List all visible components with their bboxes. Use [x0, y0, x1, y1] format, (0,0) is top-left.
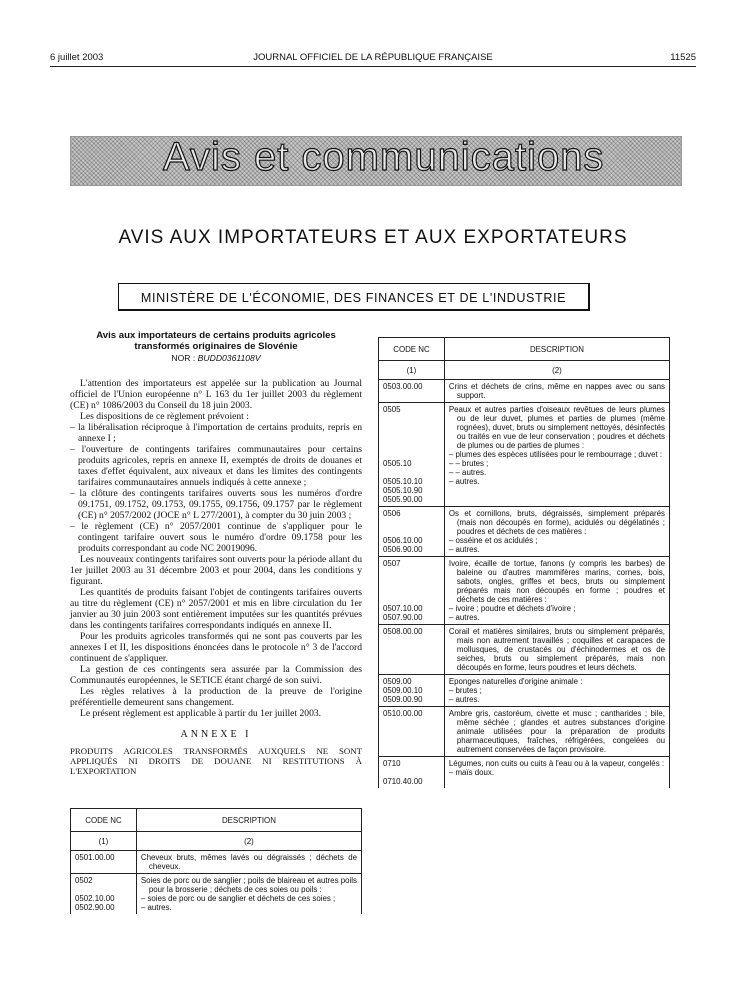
description-line: Eponges naturelles d'origine animale : — [448, 677, 583, 686]
nc-code-cell — [379, 380, 445, 403]
nc-code-cell — [379, 757, 445, 789]
annex-table-right — [378, 337, 670, 788]
list-item: – la libéralisation réciproque à l'importation de certains produits, repris en annexe I ; — [70, 422, 362, 444]
nc-code: 0505 — [383, 405, 401, 414]
paragraph: Les règles relatives à la production de la preuve de l'origine préférentielle demeurent sans changement. — [70, 686, 362, 708]
description-cell — [444, 757, 669, 789]
nc-code — [383, 527, 440, 536]
nc-code — [383, 432, 440, 441]
nc-code: 0507 — [383, 559, 401, 568]
header-rule — [50, 66, 696, 67]
description-line: Cheveux bruts, mêmes lavés ou dégraissés ; déchets de cheveux. — [140, 853, 357, 871]
description-line: – ivoire ; poudre et déchets d'ivoire ; — [448, 604, 576, 613]
nc-code-cell — [379, 707, 445, 757]
paragraph: Les quantités de produits faisant l'objet de contingents tarifaires ouverts au titre du règlement (CE) n° 2057/2001 et mis en libre circulation du 1er janvier au 30 juin 2003 sont entièrement imputées sur les quantités prévues dans les contingents tarifaires correspondants indiqués en annexe II. — [70, 587, 362, 631]
nc-code — [383, 577, 440, 586]
description-line: Légumes, non cuits ou cuits à l'eau ou à la vapeur, congelés : — [448, 759, 665, 768]
nc-code — [383, 450, 440, 459]
nc-code — [383, 468, 440, 477]
running-header — [50, 52, 696, 66]
ministry-box: MINISTÈRE DE L'ÉCONOMIE, DES FINANCES ET DE L'INDUSTRIE — [118, 283, 590, 311]
nc-code-cell — [379, 675, 445, 707]
nc-code — [383, 595, 440, 604]
table-row — [379, 757, 670, 789]
nc-code-cell — [379, 557, 445, 625]
table-row — [379, 625, 670, 675]
section-banner — [70, 136, 682, 186]
column-number: (2) — [444, 361, 669, 380]
header-description: DESCRIPTION — [136, 809, 361, 832]
list-item: – le règlement (CE) n° 2057/2001 continue de s'appliquer pour le contingent tarifaire ouvert sous le numéro d'ordre 09.1758 pour les produits correspondant au code NC 20019096. — [70, 521, 362, 554]
nc-code: 0710 — [383, 759, 401, 768]
description-line: – plumes des espèces utilisées pour le rembourrage ; duvet : — [448, 450, 663, 459]
description-cell — [444, 625, 669, 675]
nc-code: 0510.00.00 — [383, 709, 423, 718]
column-number: (1) — [71, 832, 137, 851]
nc-code: 0509.00 — [383, 677, 412, 686]
article-column — [70, 330, 362, 776]
table-row — [71, 874, 362, 915]
description-line: Corail et matières similaires, bruts ou simplement préparés, mais non autrement travaillés ; coquilles et carapaces de mollusques, de crustacés ou d'échinodermes et os de seiches, bruts ou simplement préparés, mais non découpés en forme, leurs poudres et leurs déchets. — [448, 627, 665, 672]
nc-code: 0505.10.10 — [383, 477, 423, 486]
header-journal: JOURNAL OFFICIEL DE LA RÉPUBLIQUE FRANÇAISE — [253, 52, 493, 63]
column-number-row — [71, 832, 362, 851]
article-body — [70, 378, 362, 719]
column-number: (2) — [136, 832, 361, 851]
description-line: Ivoire, écaille de tortue, fanons (y compris les barbes) de baleine ou d'autres mammifères marins, cornes, bois, sabots, ongles, griffes et becs, bruts ou simplement préparés mais non découpés en forme ; poudres et déchets de ces matières : — [448, 559, 665, 604]
description-cell — [136, 874, 361, 915]
description-line: – – brutes ; — [448, 459, 489, 468]
list-item: – la clôture des contingents tarifaires ouverts sous les numéros d'ordre 09.1751, 09.1752, 09.1753, 09.1755, 09.1756, 09.1757 par le règlement (CE) n° 2057/2002 (JOCE n° L 277/2001), à compter du 30 juin 2003 ; — [70, 488, 362, 521]
description-cell — [444, 380, 669, 403]
header-description: DESCRIPTION — [444, 338, 669, 361]
nc-code: 0502 — [75, 876, 93, 885]
description-line: Soies de porc ou de sanglier ; poils de blaireau et autres poils pour la brosserie ; déchets de ces soies ou poils : — [140, 876, 357, 894]
description-line: Ambre gris, castoréum, civette et musc ; cantharides ; bile, même séchée ; glandes et autres substances d'origine animale utilisées pour la préparation de produits pharmaceutiques, fraîches, réfrigérées, congelées ou autrement conservées de façon provisoire. — [448, 709, 665, 754]
table-row — [379, 380, 670, 403]
nc-code: 0509.00.10 — [383, 686, 423, 695]
description-line: Os et cornillons, bruts, dégraissés, simplement préparés (mais non découpés en forme), acidulés ou dégélatinés ; poudres et déchets de ces matières : — [448, 509, 665, 536]
nc-code — [383, 441, 440, 450]
table-row — [379, 557, 670, 625]
annex-title: ANNEXE I — [180, 729, 252, 740]
annex-subtitle: PRODUITS AGRICOLES TRANSFORMÉS AUXQUELS NE SONT APPLIQUÉS NI DROITS DE DOUANE NI RESTITUTIONS À L'EXPORTATION — [70, 746, 362, 776]
nc-code: 0506 — [383, 509, 401, 518]
nc-code: 0505.10 — [383, 459, 412, 468]
description-cell — [444, 707, 669, 757]
article-title: Avis aux importateurs de certains produits agricoles transformés originaires de Slovénie — [96, 330, 336, 352]
nc-code: 0502.10.00 — [75, 894, 115, 903]
paragraph: Le présent règlement est applicable à partir du 1er juillet 2003. — [80, 708, 322, 719]
paragraph: Les dispositions de ce règlement prévoient : — [80, 411, 249, 422]
column-number-row — [379, 361, 670, 380]
nc-code — [383, 414, 440, 423]
description-line: – brutes ; — [448, 686, 482, 695]
description-line: – autres. — [140, 903, 172, 912]
table-row — [71, 851, 362, 874]
nc-code — [383, 586, 440, 595]
description-cell — [444, 675, 669, 707]
nc-code: 0503.00.00 — [383, 382, 423, 391]
nc-code: 0501.00.00 — [75, 853, 115, 862]
nor-label: NOR : — [171, 353, 196, 363]
nc-code: 0507.90.00 — [383, 613, 423, 622]
paragraph: L'attention des importateurs est appelée sur la publication au Journal officiel de l'Union européenne n° L 163 du 1er juillet 2003 du règlement (CE) n° 1086/2003 du Conseil du 18 juin 2003. — [70, 378, 362, 411]
nc-code-cell — [379, 507, 445, 557]
nc-code: 0710.40.00 — [383, 777, 423, 786]
nor-reference — [70, 353, 362, 364]
nc-code: 0505.90.00 — [383, 495, 423, 504]
nc-code: 0508.00.00 — [383, 627, 423, 636]
header-code-nc: CODE NC — [379, 338, 445, 361]
nc-code: 0502.90.00 — [75, 903, 115, 912]
description-cell — [444, 403, 669, 507]
paragraph: La gestion de ces contingents sera assurée par la Commission des Communautés européennes, le SETICE étant chargé de son suivi. — [70, 664, 362, 686]
nc-code-cell — [71, 874, 137, 915]
description-line: Peaux et autres parties d'oiseaux revêtues de leurs plumes ou de leur duvet, plumes et parties de plumes (même rognées), duvet, bruts ou simplement nettoyés, désinfectés ou traités en vue de leur conservation ; poudres et déchets de plumes ou de parties de plumes : — [448, 405, 665, 450]
description-line: – autres. — [448, 545, 480, 554]
table-row — [379, 675, 670, 707]
nc-code-cell — [379, 403, 445, 507]
description-line: – maïs doux. — [448, 768, 495, 777]
banner-title: Avis et communications — [163, 135, 605, 179]
nc-code — [383, 518, 440, 527]
description-line: – autres. — [448, 613, 480, 622]
description-line: – autres. — [448, 695, 480, 704]
nc-code: 0505.10.90 — [383, 486, 423, 495]
nc-code: 0506.90.00 — [383, 545, 423, 554]
description-cell — [444, 507, 669, 557]
annex-table-left — [70, 808, 362, 914]
description-cell — [136, 851, 361, 874]
nc-code — [75, 885, 132, 894]
column-number: (1) — [379, 361, 445, 380]
description-line: – osséine et os acidulés ; — [448, 536, 538, 545]
paragraph: Pour les produits agricoles transformés qui ne sont pas couverts par les annexes I et II, les dispositions énoncées dans le protocole n° 3 de l'accord continuent de s'appliquer. — [70, 631, 362, 664]
description-line: – soies de porc ou de sanglier et déchets de ces soies ; — [140, 894, 336, 903]
table-row — [379, 707, 670, 757]
nc-code — [383, 568, 440, 577]
nor-code: BUDD0361108V — [197, 353, 261, 363]
nc-code: 0507.10.00 — [383, 604, 423, 613]
nc-code: 0506.10.00 — [383, 536, 423, 545]
nc-code-cell — [71, 851, 137, 874]
description-line: Crins et déchets de crins, même en nappes avec ou sans support. — [448, 382, 665, 400]
header-code-nc: CODE NC — [71, 809, 137, 832]
section-title: AVIS AUX IMPORTATEURS ET AUX EXPORTATEURS — [118, 227, 628, 248]
header-page-number: 11525 — [670, 52, 696, 63]
nc-code — [383, 768, 440, 777]
description-line: – – autres. — [448, 468, 487, 477]
description-line: – autres. — [448, 477, 480, 486]
header-date: 6 juillet 2003 — [50, 52, 104, 63]
nc-code: 0509.00.90 — [383, 695, 423, 704]
table-row — [379, 403, 670, 507]
nc-code — [383, 423, 440, 432]
table-row — [379, 507, 670, 557]
nc-code-cell — [379, 625, 445, 675]
description-cell — [444, 557, 669, 625]
list-item: – l'ouverture de contingents tarifaires communautaires pour certains produits agricoles, repris en annexe II, exemptés de droits de douanes et taxes d'effet équivalent, aux niveaux et dans les limites des contingents tarifaires communautaires annuels indiqués à cette annexe ; — [70, 444, 362, 488]
paragraph: Les nouveaux contingents tarifaires sont ouverts pour la période allant du 1er juillet 2003 au 31 décembre 2003 et pour 2004, dans les conditions y figurant. — [70, 554, 362, 587]
